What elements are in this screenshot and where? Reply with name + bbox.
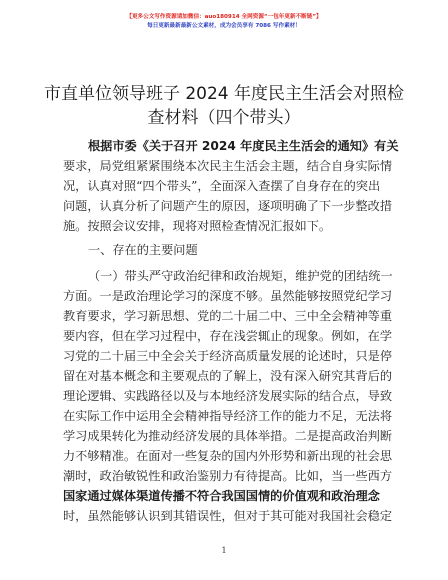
promo-banner-line-1: 【更多公文写作资源请加微信：auo180914 全网资源“一包年更新不断链”】	[126, 14, 322, 20]
body-line: 方面。一是政治理论学习的深度不够。虽然能够按照党纪学习	[63, 289, 393, 303]
body-line: 理论逻辑、实践路径以及与本地经济发展实际的结合点，导致	[63, 389, 393, 403]
body-line: 习党的二十届三中全会关于经济高质量发展的论述时，只是停	[63, 349, 393, 363]
body-line: 施。按照会议安排，现将对照检查情况汇报如下。	[63, 219, 332, 233]
body-line: 国家通过媒体渠道传播不符合我国国情的价值观和政治理念	[63, 489, 380, 503]
document-title-line-1: 市直单位领导班子 2024 年度民主生活会对照检	[43, 84, 405, 104]
body-line: 潮时，政治敏锐性和政治鉴别力有待提高。比如，当一些西方	[63, 469, 393, 483]
body-line: 时，虽然能够认识到其错误性，但对于其可能对我国社会稳定	[63, 509, 393, 523]
body-line: 学习成果转化为推动经济发展的具体举措。二是提高政治判断	[63, 429, 393, 443]
body-line: 问题，认真分析了问题产生的原因，逐项明确了下一步整改措	[63, 199, 393, 213]
body-line: 要内容，但在学习过程中，存在浅尝辄止的现象。例如，在学	[63, 329, 393, 343]
body-line: （一）带头严守政治纪律和政治规矩，维护党的团结统一	[88, 269, 393, 283]
page-number: 1	[221, 546, 227, 555]
body-line: 在实际工作中运用全会精神指导经济工作的能力不足，无法将	[63, 409, 393, 423]
body-line: 况，认真对照“四个带头”，全面深入查摆了自身存在的突出	[63, 179, 381, 193]
body-line: 根据市委《关于召开 2024 年度民主生活会的通知》有关	[88, 139, 399, 153]
document-title-line-2: 查材料（四个带头）	[147, 108, 301, 128]
section-heading: 一、存在的主要问题	[88, 243, 198, 257]
promo-banner-line-2: 每日更新最新最新公文素材，成为会员享有 7086 写作素材！	[147, 23, 301, 29]
body-line: 要求，局党组紧紧围绕本次民主生活会主题，结合自身实际情	[63, 159, 393, 173]
body-line: 力不够精准。在面对一些复杂的国内外形势和新出现的社会思	[63, 449, 393, 463]
body-line: 教育要求，学习新思想、党的二十届二中、三中全会精神等重	[63, 309, 393, 323]
body-line: 留在对基本概念和主要观点的了解上，没有深入研究其背后的	[63, 369, 393, 383]
